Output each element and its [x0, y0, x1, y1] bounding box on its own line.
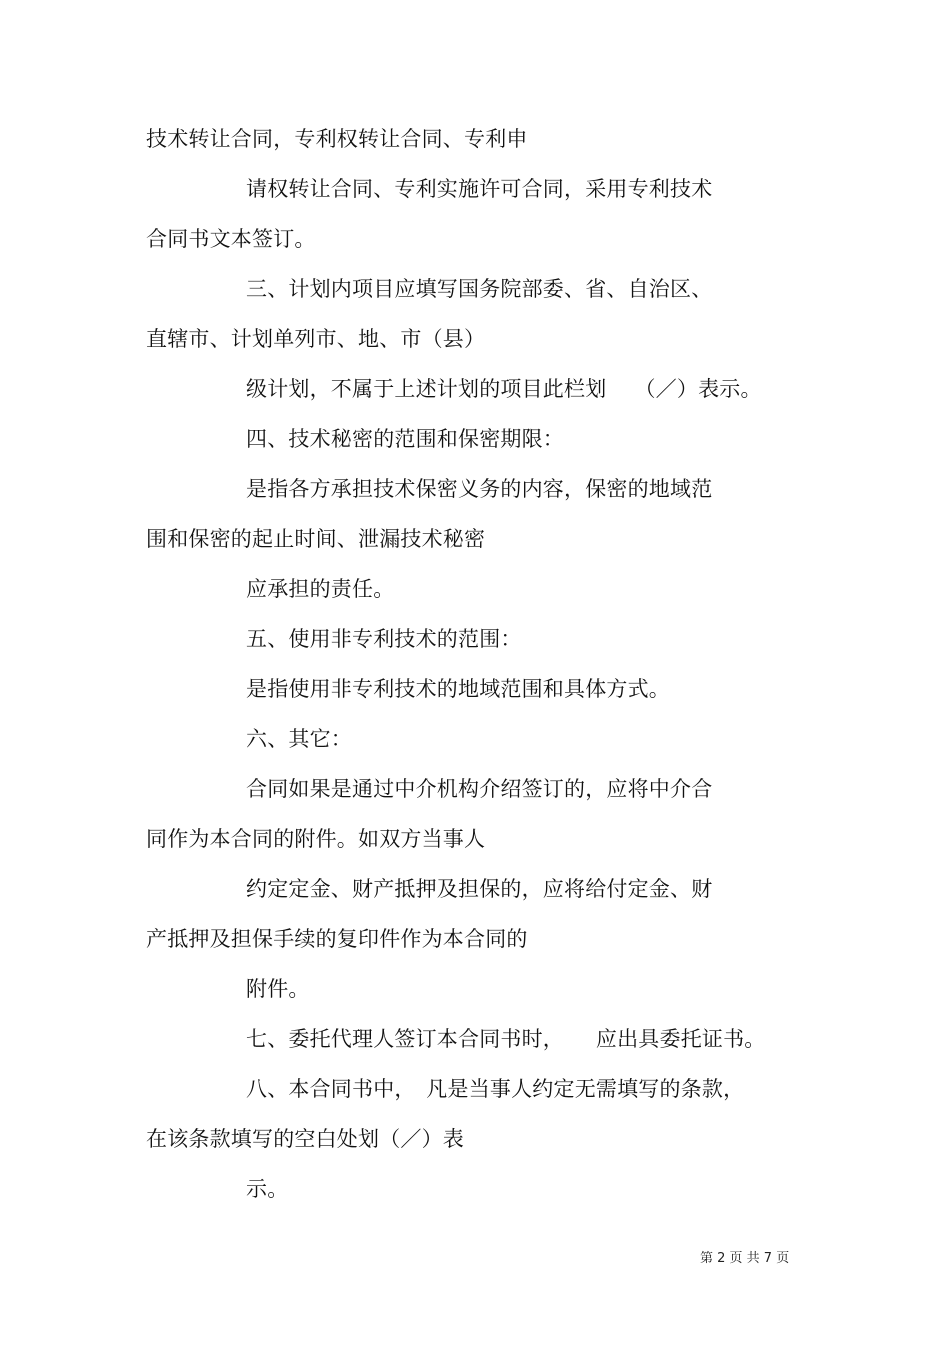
- text-line: 产抵押及担保手续的复印件作为本合同的: [146, 927, 528, 951]
- text-line: 围和保密的起止时间、泄漏技术秘密: [146, 527, 486, 551]
- text-line: 合同如果是通过中介机构介绍签订的，应将中介合: [246, 777, 713, 801]
- text-line: 约定定金、财产抵押及担保的，应将给付定金、财: [246, 877, 713, 901]
- text-line: 直辖市、计划单列市、地、市（县）: [146, 327, 486, 351]
- text-line: 示。: [246, 1177, 289, 1201]
- section-heading: 七、委托代理人签订本合同书时， 应出具委托证书。: [246, 1027, 766, 1051]
- text-line: 请权转让合同、专利实施许可合同，采用专利技术: [246, 177, 713, 201]
- section-heading: 八、本合同书中， 凡是当事人约定无需填写的条款，: [246, 1077, 745, 1101]
- text-line: 三、计划内项目应填写国务院部委、省、自治区、: [246, 277, 713, 301]
- page-number: 第 2 页 共 7 页: [700, 1251, 790, 1266]
- text-line: 在该条款填写的空白处划（／）表: [146, 1127, 464, 1151]
- text-line: 合同书文本签订。: [146, 227, 316, 251]
- text-line: 同作为本合同的附件。如双方当事人: [146, 827, 486, 851]
- section-heading: 四、技术秘密的范围和保密期限：: [246, 427, 564, 451]
- text-line: 技术转让合同，专利权转让合同、专利申: [146, 127, 528, 151]
- text-line: 应承担的责任。: [246, 577, 395, 601]
- text-line: 附件。: [246, 977, 310, 1001]
- text-line: 是指使用非专利技术的地域范围和具体方式。: [246, 677, 670, 701]
- section-heading: 五、使用非专利技术的范围：: [246, 627, 522, 651]
- section-heading: 六、其它：: [246, 727, 352, 751]
- text-line: 是指各方承担技术保密义务的内容，保密的地域范: [246, 477, 713, 501]
- text-line: 级计划，不属于上述计划的项目此栏划 （／）表示。: [246, 377, 762, 401]
